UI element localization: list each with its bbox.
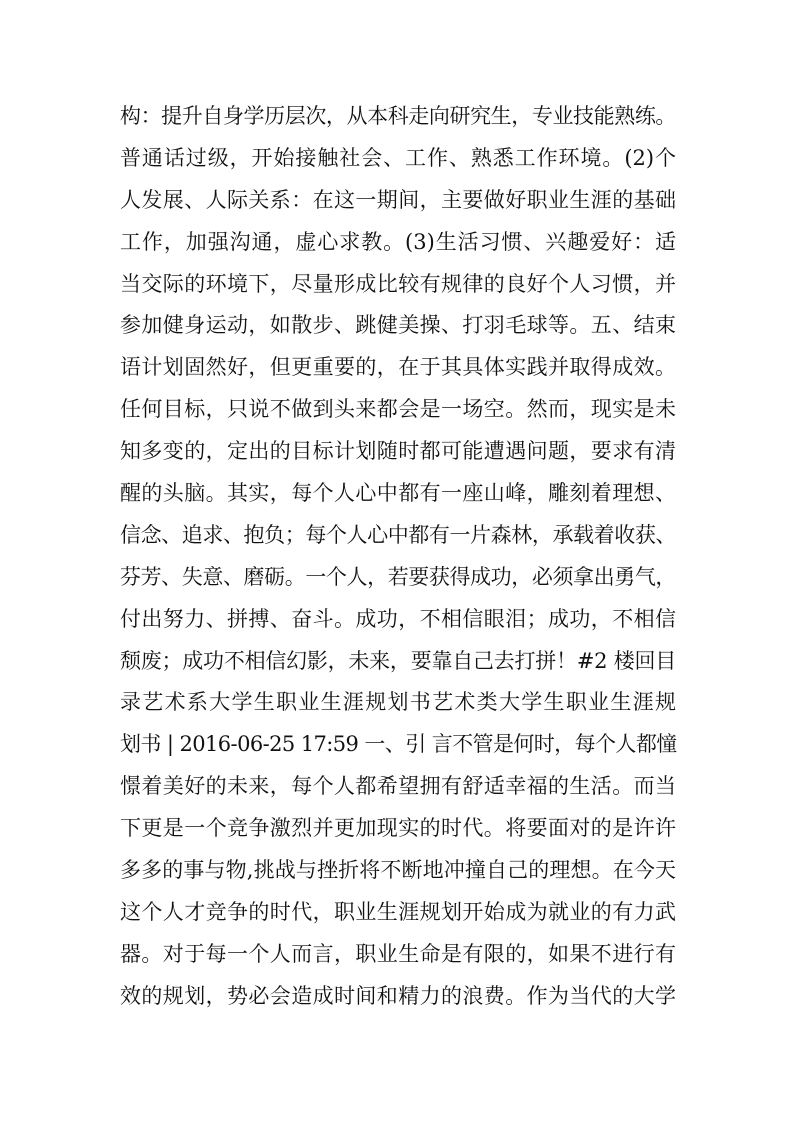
text-line: 人发展、人际关系：在这一期间，主要做好职业生涯的基础 — [120, 187, 676, 212]
text-line: 语计划固然好，但更重要的，在于其具体实践并取得成效。 — [120, 355, 676, 380]
text-line: 这个人才竞争的时代，职业生涯规划开始成为就业的有力武 — [120, 899, 676, 924]
text-line: 付出努力、拼搏、奋斗。成功，不相信眼泪；成功，不相信 — [120, 606, 676, 631]
text-line: 构：提升自身学历层次，从本科走向研究生，专业技能熟练。 — [120, 104, 676, 128]
text-line: 普通话过级，开始接触社会、工作、熟悉工作环境。(2)个 — [120, 145, 676, 170]
text-line: 录艺术系大学生职业生涯规划书艺术类大学生职业生涯规 — [120, 690, 676, 715]
text-line: 多多的事与物,挑战与挫折将不断地冲撞自己的理想。在今天 — [120, 858, 676, 883]
body-text — [120, 96, 676, 1018]
text-line: 芬芳、失意、磨砺。一个人，若要获得成功，必须拿出勇气， — [120, 564, 676, 589]
text-line: 信念、追求、抱负；每个人心中都有一片森林，承载着收获、 — [120, 522, 676, 547]
text-line: 参加健身运动，如散步、跳健美操、打羽毛球等。五、结束 — [120, 313, 676, 338]
text-line: 工作，加强沟通，虚心求教。(3)生活习惯、兴趣爱好：适 — [120, 229, 676, 254]
text-line: 憬着美好的未来，每个人都希望拥有舒适幸福的生活。而当 — [120, 774, 676, 799]
text-line: 效的规划，势必会造成时间和精力的浪费。作为当代的大学 — [120, 983, 676, 1008]
text-line: 划书 | 2016-06-25 17:59 一、引 言不管是何时，每个人都憧 — [120, 732, 677, 757]
text-line: 颓废；成功不相信幻影，未来，要靠自己去打拼！#2 楼回目 — [120, 648, 676, 673]
text-line: 醒的头脑。其实，每个人心中都有一座山峰，雕刻着理想、 — [120, 481, 676, 506]
text-line: 任何目标，只说不做到头来都会是一场空。然而，现实是未 — [120, 397, 676, 422]
text-line: 知多变的，定出的目标计划随时都可能遭遇问题，要求有清 — [120, 439, 676, 464]
text-line: 当交际的环境下，尽量形成比较有规律的良好个人习惯，并 — [120, 271, 676, 296]
text-line: 器。对于每一个人而言，职业生命是有限的，如果不进行有 — [120, 941, 676, 966]
text-line: 下更是一个竞争激烈并更加现实的时代。将要面对的是许许 — [120, 816, 676, 841]
